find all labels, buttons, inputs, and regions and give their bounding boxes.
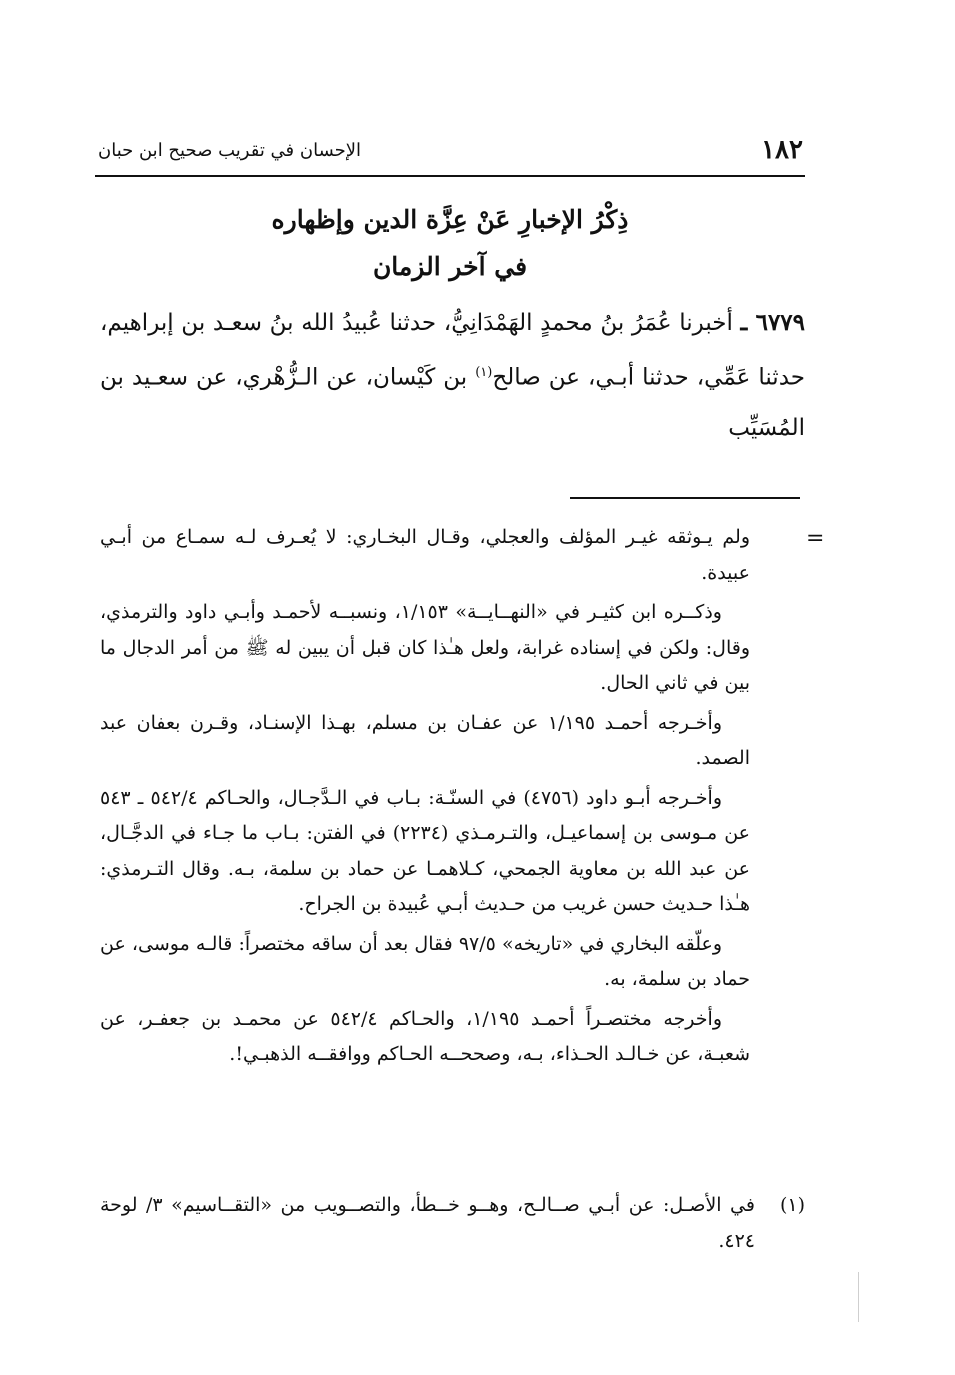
continuation-mark: = xyxy=(806,526,825,551)
running-title: الإحسان في تقريب صحيح ابن حبان xyxy=(98,139,362,161)
note-paragraph: وأخـرجه أحمـد ١/١٩٥ عن عفـان بن مسلم، بهـذا الإسنـاد، وقـرن بعفان عبد الصمد. xyxy=(100,711,750,769)
footnote xyxy=(100,1188,805,1259)
hadith-number: ٦٧٧٩ ـ xyxy=(740,309,806,336)
chapter-title-line-2: في آخر الزمان xyxy=(372,252,528,281)
hadith-chain-continued: بن كَيْسان، عن الـزُّهْري، عن سعـيد بن المُسَيِّب xyxy=(100,364,805,441)
footnote-text: في الأصـل: عن أبـي صــالـح، وهــو خــطأ، والتصــويب من «التقــاسيم» ٣/ لوحة ٤٢٤. xyxy=(100,1194,755,1252)
note-paragraph: وأخرجه مختصـراً أحمـد ١/١٩٥، والحـاكم ٥٤٢/٤ عن محمـد بن جعفـر، عن شعبـة، عن خـالـد الحـذاء، بـه، وصححــه الحـاكم ووافقــه الذهبـي!. xyxy=(100,1007,750,1065)
note-paragraph: وذكــره ابن كثيـر في «النهــايــة» ١/١٥٣، ونسبــه لأحمـد وأبـي داود والترمذي، وقال: ولكن في إسناده غرابة، ولعل هـٰذا كان قبل أن يبين له ﷺ من أمر الدجال ما بين في ثاني الحال. xyxy=(100,601,750,694)
footnote-label: (١) xyxy=(779,1194,805,1216)
chapter-title-line-1: ذِكْرُ الإخبارِ عَنْ عِزَّة الدين وإظهاره xyxy=(271,205,629,234)
page-number: ١٨٢ xyxy=(761,135,803,165)
hadith-chain: أخبرنا عُمَرُ بنُ محمدٍ الهَمْدَانِيُّ، حدثنا عُبيدُ الله بنُ سعـد بن إبراهيم، حدثنا عَمِّي، حدثنا أبـي، عن صالح xyxy=(100,310,805,391)
chapter-heading xyxy=(95,196,805,290)
header-rule xyxy=(95,175,805,177)
page-header xyxy=(98,128,803,172)
note-paragraph: وأخـرجه أبـو داود (٤٧٥٦) في السنّـة: بـاب في الـدَّجـال، والحـاكم ٥٤٢/٤ ـ ٥٤٣ عن مـوسى بن إسماعيـل، والتـرمـذي (٢٢٣٤) في الفتن: بـاب ما جـاء في الدجَّـال، عن عبد الله بن معاوية الجمحي، كـلاهمـا عن حماد بن سلمة، بـه. وقال التـرمذي: هـٰذا حـديث حسن غريب من حـديث أبـي عُبيدة بن الجراح. xyxy=(100,786,750,915)
hadith-text xyxy=(100,298,805,453)
note-paragraph: ولم يـوثقه غيـر المؤلف والعجلي، وقـال البخـاري: لا يُعـرف لـه سمـاع من أبـي عبيدة. xyxy=(100,526,750,584)
scan-margin-line xyxy=(858,1272,859,1322)
notes-block xyxy=(100,520,750,1077)
footnote-reference: (١) xyxy=(475,365,493,380)
note-paragraph: وعلّقه البخاري في «تاريخه» ٩٧/٥ فقال بعد أن ساقه مختصراً: قالـه موسى، عن حماد بن سلمة، به. xyxy=(100,932,750,990)
footnote-separator xyxy=(570,497,800,499)
